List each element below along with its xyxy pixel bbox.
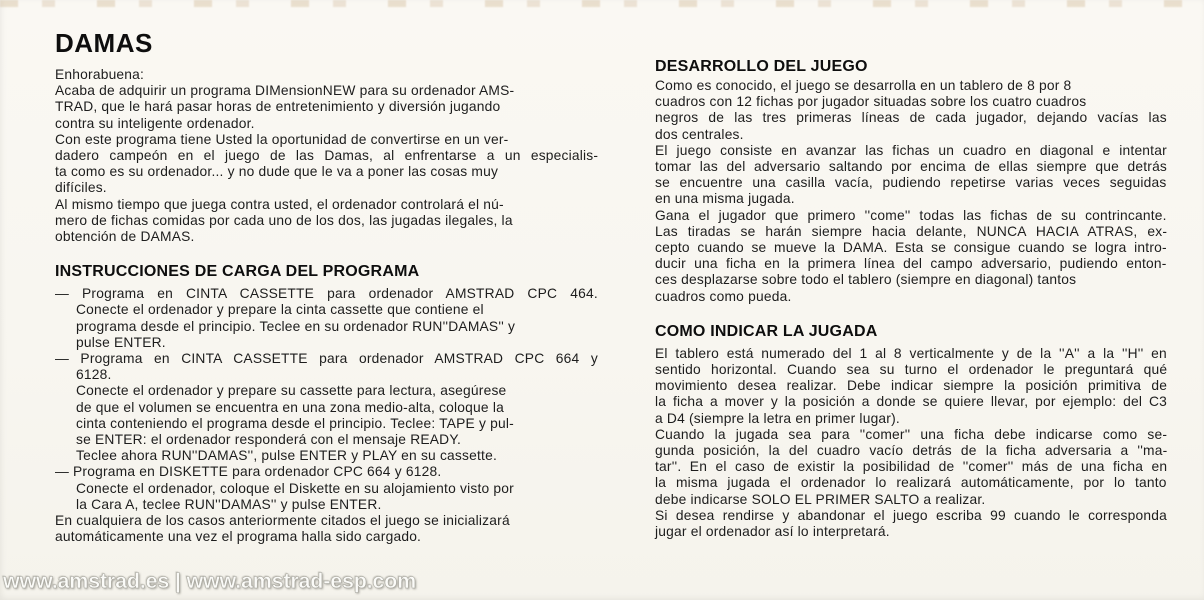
text-line: difíciles.: [55, 180, 107, 196]
section-heading: DESARROLLO DEL JUEGO: [655, 58, 868, 75]
watermark: www.amstrad.es | www.amstrad-esp.com: [3, 569, 417, 593]
text-line: se encuentre una casilla vacía, pudiendo repetirse varias veces seguidas: [655, 175, 1167, 191]
text-line: Acaba de adquirir un programa DIMensionNEW para su ordenador AMS-: [55, 83, 515, 99]
list-item: [55, 351, 598, 464]
paragraph: [655, 78, 1167, 305]
text-line: — Programa en CINTA CASSETTE para ordenador AMSTRAD CPC 464.: [55, 286, 598, 302]
text-line: Conecte el ordenador, coloque el Diskette en su alojamiento visto por: [76, 480, 514, 496]
text-line: la Cara A, teclee RUN''DAMAS'' y pulse ENTER.: [76, 496, 382, 512]
text-line: tar''. En el caso de existir la posibilidad de ''comer'' más de una ficha en: [655, 459, 1168, 475]
text-line: ta como es su ordenador... y no dude que le va a poner las cosas muy: [55, 164, 499, 180]
text-line: Enhorabuena:: [55, 67, 145, 82]
text-line: negros de las tres primeras líneas de cada jugador, dejando vacías las: [655, 110, 1167, 126]
text-line: mero de fichas comidas por cada uno de los dos, las jugadas ilegales, la: [55, 212, 513, 228]
text-line: se ENTER: el ordenador responderá con el mensaje READY.: [76, 432, 461, 448]
text-line: Como es conocido, el juego se desarrolla en un tablero de 8 por 8: [655, 78, 1072, 93]
text-line: la ficha a mover y la posición a donde se quiere llevar, por ejemplo: del C3: [655, 394, 1167, 410]
text-line: dos centrales.: [655, 126, 744, 142]
text-line: dadero campeón en el juego de las Damas, al enfrentarse a un especialis-: [55, 148, 599, 164]
text-line: gunda posición, la del cuadro vacío detrás de la ficha adversaria a ''ma-: [655, 443, 1168, 459]
section-heading: COMO INDICAR LA JUGADA: [655, 322, 878, 340]
text-line: 6128.: [76, 367, 112, 383]
text-line: jugar el ordenador así lo interpretará.: [655, 524, 890, 540]
text-line: automáticamente una vez el programa halla sido cargado.: [55, 529, 422, 545]
text-line: movimiento desea realizar. Debe indicar siempre la posición primitiva de: [655, 378, 1168, 394]
page-title: DAMAS: [55, 28, 153, 58]
text-line: — Programa en CINTA CASSETTE para ordenador AMSTRAD CPC 664 y: [55, 351, 598, 367]
text-line: obtención de DAMAS.: [55, 229, 195, 245]
text-line: — Programa en DISKETTE para ordenador CPC 664 y 6128.: [55, 464, 442, 480]
text-line: El tablero está numerado del 1 al 8 verticalmente y de la ''A'' a la ''H'' en: [655, 345, 1167, 361]
text-line: Al mismo tiempo que juega contra usted, el ordenador controlará el nú-: [55, 196, 504, 212]
text-line: la misma jugada el ordenador lo realizará automáticamente, por lo tanto: [655, 475, 1167, 491]
text-line: programa desde el principio. Teclee en su ordenador RUN''DAMAS'' y: [76, 318, 516, 334]
text-line: tomar las del adversario saltando por encima de ellas siempre que detrás: [655, 159, 1168, 175]
right-column: [655, 58, 1167, 540]
text-line: TRAD, que le hará pasar horas de entretenimiento y diversión jugando: [55, 99, 501, 115]
text-line: Las tiradas se harán siempre hacia delante, NUNCA HACIA ATRAS, ex-: [655, 223, 1168, 239]
paragraph: [655, 346, 1167, 540]
paragraph: [55, 513, 598, 545]
text-line: cuadros como pueda.: [655, 288, 792, 304]
text-line: Conecte el ordenador y prepare la cinta cassette que contiene el: [76, 302, 484, 318]
text-line: Con este programa tiene Usted la oportunidad de convertirse en un ver-: [55, 131, 509, 147]
paragraph: [55, 67, 598, 245]
list-item: [55, 464, 598, 513]
text-line: Gana el jugador que primero ''come'' todas las fichas de su contrincante.: [655, 207, 1167, 223]
text-line: En cualquiera de los casos anteriormente citados el juego se inicializará: [55, 513, 510, 529]
text-line: sentido horizontal. Cuando sea su turno el ordenador le preguntará qué: [655, 362, 1168, 378]
section-heading: INSTRUCCIONES DE CARGA DEL PROGRAMA: [55, 263, 420, 281]
text-line: contra su inteligente ordenador.: [55, 115, 255, 131]
text-line: ducir una ficha en la primera línea del campo adversario, pudiendo enton-: [655, 256, 1167, 272]
left-column: [55, 28, 599, 545]
text-line: Si desea rendirse y abandonar el juego escriba 99 cuando le corresponda: [655, 507, 1167, 523]
text-line: pulse ENTER.: [76, 334, 166, 350]
text-line: en una misma jugada.: [655, 191, 795, 207]
text-line: Conecte el ordenador y prepare su cassette para lectura, asegúrese: [76, 383, 507, 399]
text-line: de que el volumen se encuentra en una zona medio-alta, coloque la: [76, 399, 504, 415]
text-line: a D4 (siempre la letra en primer lugar).: [655, 410, 900, 426]
text-line: cinta conteniendo el programa desde el principio. Teclee: TAPE y pul-: [76, 415, 514, 431]
list-item: [55, 286, 598, 351]
text-line: ces desplazarse sobre todo el tablero (siempre en diagonal) tantos: [655, 272, 1077, 288]
text-line: cepto cuando se mueve la DAMA. Esta se consigue cuando se logra intro-: [655, 240, 1167, 256]
text-line: Teclee ahora RUN''DAMAS'', pulse ENTER y PLAY en su cassette.: [76, 448, 497, 464]
text-line: debe indicarse SOLO EL PRIMER SALTO a realizar.: [655, 491, 986, 507]
scan-edge-artifact: [0, 0, 1204, 7]
text-line: Cuando la jugada sea para ''comer'' una ficha debe indicarse como se-: [655, 426, 1168, 442]
text-line: El juego consiste en avanzar las fichas un cuadro en diagonal e intentar: [655, 142, 1167, 158]
text-line: cuadros con 12 fichas por jugador situadas sobre los cuatro cuadros: [655, 94, 1087, 110]
